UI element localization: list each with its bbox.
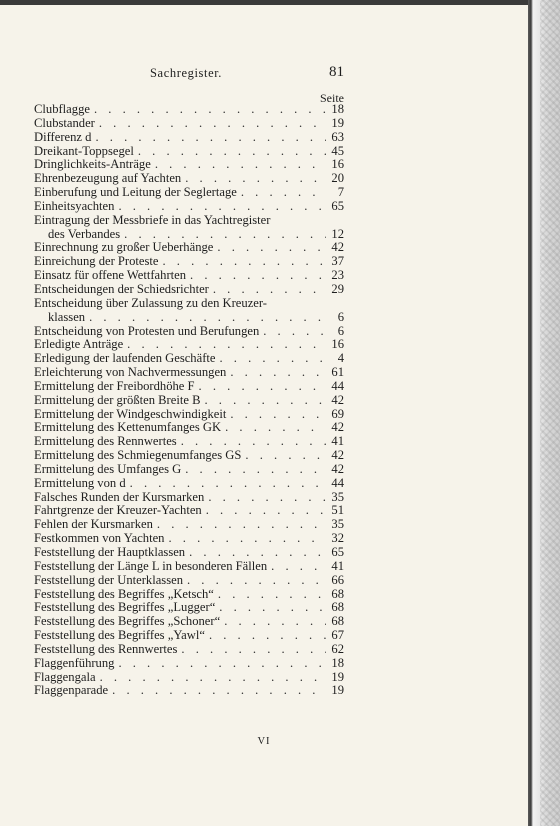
- index-term: Festkommen von Yachten: [34, 531, 165, 546]
- index-page-ref: 68: [331, 600, 344, 615]
- index-term: Ermittelung der größten Breite B: [34, 392, 201, 407]
- subject-index: [34, 103, 344, 698]
- index-term-continuation: des Verbandes: [48, 226, 121, 241]
- index-entry: [34, 546, 344, 560]
- dot-leader: [127, 338, 326, 352]
- index-page-ref: 6: [337, 323, 344, 338]
- index-term: Feststellung der Hauptklassen: [34, 545, 186, 559]
- dot-leader: [138, 145, 326, 159]
- index-term: Feststellung des Begriffes „Lugger“: [34, 600, 216, 615]
- index-entry: [34, 255, 344, 269]
- index-entry: [34, 172, 344, 186]
- index-entry: [34, 629, 344, 643]
- index-page-ref: 44: [331, 378, 344, 393]
- index-term: Einheitsyachten: [34, 198, 115, 213]
- dot-leader: [181, 435, 326, 449]
- index-entry: [34, 338, 344, 352]
- index-page-ref: 42: [331, 461, 344, 476]
- index-entry: [34, 352, 344, 366]
- index-page-ref: 42: [331, 420, 344, 435]
- index-entry: [34, 117, 344, 131]
- dot-leader: [219, 601, 326, 615]
- index-term-continuation: klassen: [48, 309, 86, 324]
- index-entry: [34, 283, 344, 297]
- index-term: Entscheidung von Protesten und Berufungen: [34, 323, 260, 338]
- index-term: Clubflagge: [34, 102, 90, 116]
- dot-leader: [271, 560, 326, 574]
- page-header: [34, 66, 344, 86]
- index-page-ref: 20: [331, 171, 344, 186]
- dot-leader: [204, 394, 326, 408]
- index-entry: [34, 615, 344, 629]
- index-entry: [34, 449, 344, 463]
- index-entry: [34, 421, 344, 435]
- index-entry: [34, 518, 344, 532]
- index-entry: [34, 214, 344, 228]
- index-term: Ermittelung des Rennwertes: [34, 434, 177, 449]
- index-page-ref: 4: [337, 351, 344, 366]
- index-page-ref: 16: [331, 157, 344, 172]
- index-entry: [34, 671, 344, 685]
- index-term: Ermittelung der Freibordhöhe F: [34, 378, 195, 393]
- index-entry: [34, 504, 344, 518]
- dot-leader: [130, 477, 326, 491]
- index-page-ref: 19: [331, 683, 344, 698]
- index-term: Erledigte Anträge: [34, 337, 124, 352]
- index-page-ref: 19: [331, 115, 344, 130]
- index-page-ref: 68: [331, 586, 344, 601]
- index-term: Ermittelung des Schmiegenumfanges GS: [34, 448, 242, 463]
- index-page-ref: 44: [331, 475, 344, 490]
- index-term: Ehrenbezeugung auf Yachten: [34, 171, 182, 186]
- index-entry: [34, 643, 344, 657]
- dot-leader: [225, 421, 326, 435]
- dot-leader: [217, 241, 326, 255]
- dot-leader: [213, 283, 326, 297]
- index-term: Differenz d: [34, 129, 92, 144]
- running-title: Sachregister.: [150, 66, 223, 80]
- dot-leader: [241, 186, 326, 200]
- dot-leader: [118, 200, 326, 214]
- dot-leader: [181, 643, 326, 657]
- index-page-ref: 65: [331, 198, 344, 213]
- dot-leader: [124, 228, 326, 242]
- index-term: Entscheidung über Zulassung zu den Kreuzer-: [34, 295, 268, 310]
- dot-leader: [206, 504, 326, 518]
- index-term: Ermittelung des Kettenumfanges GK: [34, 420, 222, 435]
- index-page-ref: 37: [331, 254, 344, 269]
- index-page-ref: 42: [331, 448, 344, 463]
- dot-leader: [168, 532, 326, 546]
- index-term: Einberufung und Leitung der Seglertage: [34, 185, 237, 200]
- index-entry: [34, 491, 344, 505]
- index-entry: [34, 269, 344, 283]
- index-entry: [34, 297, 344, 311]
- index-page-ref: 67: [331, 628, 344, 643]
- index-page-ref: 29: [331, 281, 344, 296]
- index-entry: [34, 532, 344, 546]
- dot-leader: [230, 366, 326, 380]
- index-entry: [34, 601, 344, 615]
- index-entry: [34, 200, 344, 214]
- dot-leader: [230, 408, 326, 422]
- index-page-ref: 41: [331, 434, 344, 449]
- dot-leader: [189, 546, 326, 560]
- index-term: Einreichung der Proteste: [34, 254, 159, 269]
- index-page-ref: 35: [331, 489, 344, 504]
- dot-leader: [224, 615, 326, 629]
- dot-leader: [185, 463, 326, 477]
- dot-leader: [190, 269, 326, 283]
- index-page-ref: 7: [337, 185, 344, 200]
- dot-leader: [94, 103, 326, 117]
- index-entry-continuation: [34, 311, 344, 325]
- index-term: Clubstander: [34, 115, 95, 130]
- dot-leader: [208, 491, 326, 505]
- index-entry-continuation: [34, 228, 344, 242]
- index-page-ref: 32: [331, 531, 344, 546]
- index-page-ref: 18: [331, 102, 344, 116]
- dot-leader: [157, 518, 326, 532]
- index-entry: [34, 145, 344, 159]
- index-term: Falsches Runden der Kursmarken: [34, 489, 205, 504]
- signature-mark: VI: [257, 736, 271, 747]
- index-term: Fahrtgrenze der Kreuzer-Yachten: [34, 503, 202, 518]
- index-term: Erleichterung von Nachvermessungen: [34, 365, 227, 380]
- index-page-ref: 42: [331, 392, 344, 407]
- index-page-ref: 66: [331, 572, 344, 587]
- index-term: Feststellung des Begriffes „Yawl“: [34, 628, 205, 643]
- dot-leader: [100, 671, 326, 685]
- index-term: Ermittelung des Umfanges G: [34, 461, 182, 476]
- index-entry: [34, 574, 344, 588]
- dot-leader: [155, 158, 326, 172]
- index-term: Dringlichkeits-Anträge: [34, 157, 151, 172]
- dot-leader: [163, 255, 327, 269]
- index-entry: [34, 588, 344, 602]
- page-edge-scan-margin: [528, 0, 560, 826]
- index-page-ref: 19: [331, 669, 344, 684]
- dot-leader: [112, 684, 326, 698]
- dot-leader: [185, 172, 326, 186]
- index-page-ref: 68: [331, 614, 344, 629]
- index-term: Einrechnung zu großer Ueberhänge: [34, 240, 214, 255]
- index-term: Fehlen der Kursmarken: [34, 517, 153, 532]
- index-page-ref: 6: [337, 309, 344, 324]
- index-page-ref: 62: [331, 641, 344, 656]
- index-page-ref: 65: [331, 545, 344, 559]
- index-page-ref: 45: [331, 143, 344, 158]
- index-page-ref: 18: [331, 655, 344, 670]
- index-page-ref: 63: [331, 129, 344, 144]
- index-entry: [34, 684, 344, 698]
- index-entry: [34, 158, 344, 172]
- index-term: Feststellung des Rennwertes: [34, 641, 178, 656]
- index-entry: [34, 435, 344, 449]
- dot-leader: [245, 449, 326, 463]
- index-page-ref: 16: [331, 337, 344, 352]
- index-page-ref: 23: [331, 268, 344, 283]
- dot-leader: [118, 657, 326, 671]
- dot-leader: [218, 588, 326, 602]
- index-entry: [34, 325, 344, 339]
- index-term: Feststellung der Länge L in besonderen Fällen: [34, 558, 268, 573]
- index-term: Eintragung der Messbriefe in das Yachtregister: [34, 212, 271, 227]
- index-term: Ermittelung von d: [34, 475, 126, 490]
- index-entry: [34, 241, 344, 255]
- index-entry: [34, 103, 344, 117]
- dot-leader: [99, 117, 326, 131]
- index-page-ref: 41: [331, 558, 344, 573]
- dot-leader: [187, 574, 326, 588]
- index-entry: [34, 186, 344, 200]
- index-term: Feststellung des Begriffes „Schoner“: [34, 614, 221, 629]
- index-entry: [34, 477, 344, 491]
- page-number: 81: [329, 64, 344, 80]
- index-page-ref: 51: [331, 503, 344, 518]
- index-entry: [34, 394, 344, 408]
- index-entry: [34, 131, 344, 145]
- index-entry: [34, 408, 344, 422]
- index-term: Entscheidungen der Schiedsrichter: [34, 281, 209, 296]
- dot-leader: [95, 131, 326, 145]
- index-term: Feststellung des Begriffes „Ketsch“: [34, 586, 214, 601]
- index-entry: [34, 657, 344, 671]
- dot-leader: [219, 352, 326, 366]
- index-page-ref: 35: [331, 517, 344, 532]
- dot-leader: [263, 325, 326, 339]
- index-term: Dreikant-Toppsegel: [34, 143, 134, 158]
- index-entry: [34, 463, 344, 477]
- index-term: Flaggenparade: [34, 683, 109, 698]
- index-term: Erledigung der laufenden Geschäfte: [34, 351, 216, 366]
- index-page-ref: 12: [331, 226, 344, 241]
- index-term: Ermittelung der Windgeschwindigkeit: [34, 406, 227, 421]
- index-page-ref: 61: [331, 365, 344, 380]
- page-column-label: Seite: [320, 91, 344, 105]
- dot-leader: [209, 629, 326, 643]
- dot-leader: [199, 380, 326, 394]
- index-term: Flaggengala: [34, 669, 96, 684]
- index-entry: [34, 366, 344, 380]
- index-page-ref: 69: [331, 406, 344, 421]
- index-entry: [34, 560, 344, 574]
- index-entry: [34, 380, 344, 394]
- dot-leader: [89, 311, 326, 325]
- index-page-ref: 42: [331, 240, 344, 255]
- index-term: Flaggenführung: [34, 655, 115, 670]
- index-term: Einsatz für offene Wettfahrten: [34, 268, 187, 283]
- index-term: Feststellung der Unterklassen: [34, 572, 183, 587]
